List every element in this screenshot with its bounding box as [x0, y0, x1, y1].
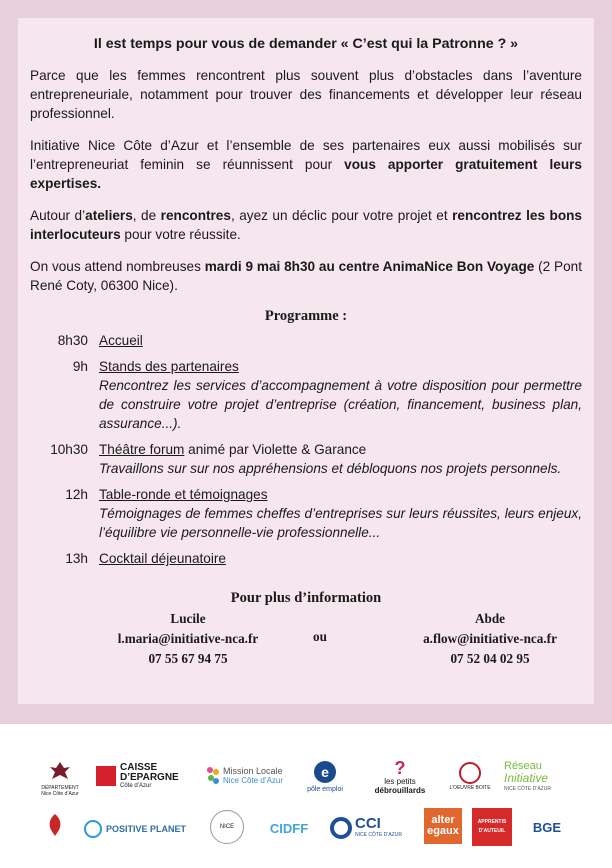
- departement-logo: [38, 754, 82, 802]
- reseau-initiative-logo: [504, 754, 576, 800]
- caisse-epargne-logo: [96, 756, 178, 796]
- programme-list: [30, 331, 582, 568]
- contact-name: Abde: [474, 611, 506, 626]
- workshops-text-1: Autour d’: [30, 208, 86, 223]
- contact-phone[interactable]: 07 52 04 02 95: [450, 651, 530, 666]
- programme-item: [30, 485, 582, 542]
- event-text-1: On vous attend nombreuses: [30, 259, 205, 274]
- caisse-text-1: CAISSE: [120, 761, 158, 773]
- bge-text: BGE: [532, 819, 562, 835]
- oeuvre-boite-icon: [459, 762, 481, 784]
- egaux-text: egaux: [427, 825, 459, 837]
- partners-paragraph: [30, 136, 582, 193]
- programme-time: 9h: [72, 359, 88, 374]
- contact-abde: [400, 609, 580, 669]
- cidff-logo: [262, 810, 316, 846]
- programme-title-item: Accueil: [99, 333, 143, 348]
- programme-title-item: Stands des partenaires: [99, 359, 239, 374]
- positive-planet-logo: [84, 816, 194, 842]
- workshops-bold-3: rencontrez les bons interlocuteurs: [30, 208, 582, 242]
- eagle-icon: [47, 759, 73, 785]
- alter-text: alter: [431, 814, 455, 826]
- maison-droits-text: NICE: [219, 823, 235, 830]
- contact-name: Lucile: [170, 611, 206, 626]
- programme-title-item: Cocktail déjeunatoire: [99, 551, 226, 566]
- workshops-text-4: pour votre réussite.: [120, 227, 241, 242]
- alter-egaux-logo: [424, 808, 462, 844]
- petits-debrouillards-logo: [370, 754, 430, 800]
- reseau-text-3: NICE CÔTE D’AZUR: [504, 786, 551, 792]
- question-icon: ?: [394, 758, 406, 778]
- flyer-card: [18, 18, 594, 704]
- contact-separator: ou: [313, 629, 327, 644]
- cci-logo: [330, 812, 412, 844]
- cci-text-2: NICE CÔTE D’AZUR: [355, 832, 402, 838]
- mission-text-1: Mission Locale: [223, 766, 283, 776]
- apprentis-text-1: APPRENTIS: [477, 819, 507, 825]
- programme-time: 8h30: [57, 333, 88, 348]
- contacts: [30, 607, 582, 667]
- programme-item: [30, 331, 582, 350]
- event-paragraph: [30, 257, 582, 295]
- cci-text-1: CCI: [355, 815, 381, 832]
- smile-icon: [84, 820, 102, 838]
- programme-time: 13h: [65, 551, 88, 566]
- programme-item: [30, 357, 582, 433]
- programme-extra: animé par Violette & Garance: [184, 442, 367, 457]
- caisse-text-3: Côte d’Azur: [120, 782, 152, 789]
- event-date-location: mardi 9 mai 8h30 au centre AnimaNice Bon Voyage: [204, 259, 535, 274]
- caisse-text-2: D’EPARGNE: [120, 771, 179, 783]
- pole-emploi-logo: [300, 752, 350, 802]
- contact-phone[interactable]: 07 55 67 94 75: [148, 651, 228, 666]
- contact-lucile: [88, 609, 288, 669]
- page-title: Il est temps pour vous de demander « C’est qui la Patronne ? »: [93, 36, 519, 52]
- mission-text-2: Nice Côte d’Azur: [223, 776, 284, 785]
- reseau-text-1: Réseau: [504, 760, 542, 772]
- programme-time: 10h30: [50, 442, 88, 457]
- partners-text: Initiative Nice Côte d’Azur et l’ensemble de ses partenaires eux aussi mobilisés sur l’entrepreneuriat feminin se réunnissent pour: [30, 138, 582, 172]
- programme-description: Travaillons sur sur nos appréhensions et débloquons nos projets personnels.: [99, 461, 562, 476]
- departement-text: DÉPARTEMENT Nice Côte d’Azur: [41, 785, 79, 797]
- programme-description: Témoignages de femmes cheffes d’entreprises sur leurs réussites, leurs enjeux, l’équilibre vie personnelle-vie professionnelle...: [99, 506, 582, 540]
- workshops-paragraph: [30, 206, 582, 244]
- event-address: (2 Pont René Coty, 06300 Nice).: [30, 259, 582, 293]
- pole-emploi-text: pôle emploi: [307, 785, 343, 793]
- workshops-text-3: , ayez un déclic pour votre projet et: [230, 208, 453, 223]
- reseau-text-2: Initiative: [504, 771, 549, 785]
- apprentis-auteuil-logo: [472, 808, 512, 846]
- e-icon: e: [314, 761, 336, 783]
- cidff-text: CIDFF: [269, 820, 309, 836]
- programme-item: [30, 440, 582, 478]
- bge-logo: [522, 810, 572, 844]
- people-icon: [205, 766, 221, 786]
- programme-title-item: Théâtre forum: [99, 442, 185, 457]
- partners-bold: vous apporter gratuitement leurs expertises.: [30, 157, 582, 191]
- squirrel-icon: [96, 766, 116, 786]
- partner-logos: [0, 724, 612, 868]
- workshops-bold-2: rencontres: [160, 208, 231, 223]
- apprentis-text-2: D’AUTEUIL: [478, 828, 506, 834]
- programme-description: Rencontrez les services d’accompagnement à votre disposition pour permettre de construire votre projet d’entreprise (création, financement, business plan, assurance...).: [99, 378, 582, 431]
- intro-paragraph: Parce que les femmes rencontrent plus souvent plus d’obstacles dans l’aventure entrepreneuriale, notamment pour trouver des financements et développer leur réseau professionnel.: [30, 68, 582, 121]
- programme-time: 12h: [65, 487, 88, 502]
- contact-email[interactable]: l.maria@initiative-nca.fr: [117, 631, 259, 646]
- programme-item: [30, 549, 582, 568]
- cci-swirl-icon: [330, 817, 352, 839]
- workshops-bold-1: ateliers: [85, 208, 133, 223]
- programme-title-item: Table-ronde et témoignages: [99, 487, 268, 502]
- positive-planet-text: POSITIVE PLANET: [106, 823, 187, 834]
- rooster-icon: [45, 812, 65, 838]
- oeuvre-boite-logo: [448, 754, 492, 800]
- maison-droits-logo: [210, 810, 244, 844]
- oeuvre-boite-text: L’OEUVRE BOITE: [449, 784, 491, 791]
- contact-email[interactable]: a.flow@initiative-nca.fr: [423, 631, 557, 646]
- petits-text-1: les petits: [384, 777, 416, 786]
- red-emblem-logo: [40, 808, 70, 842]
- mission-locale-logo: [205, 756, 285, 796]
- programme-title: Programme :: [264, 308, 348, 324]
- info-title: Pour plus d’information: [230, 590, 382, 606]
- workshops-text-2: , de: [132, 208, 161, 223]
- petits-text-2: débrouillards: [374, 786, 426, 795]
